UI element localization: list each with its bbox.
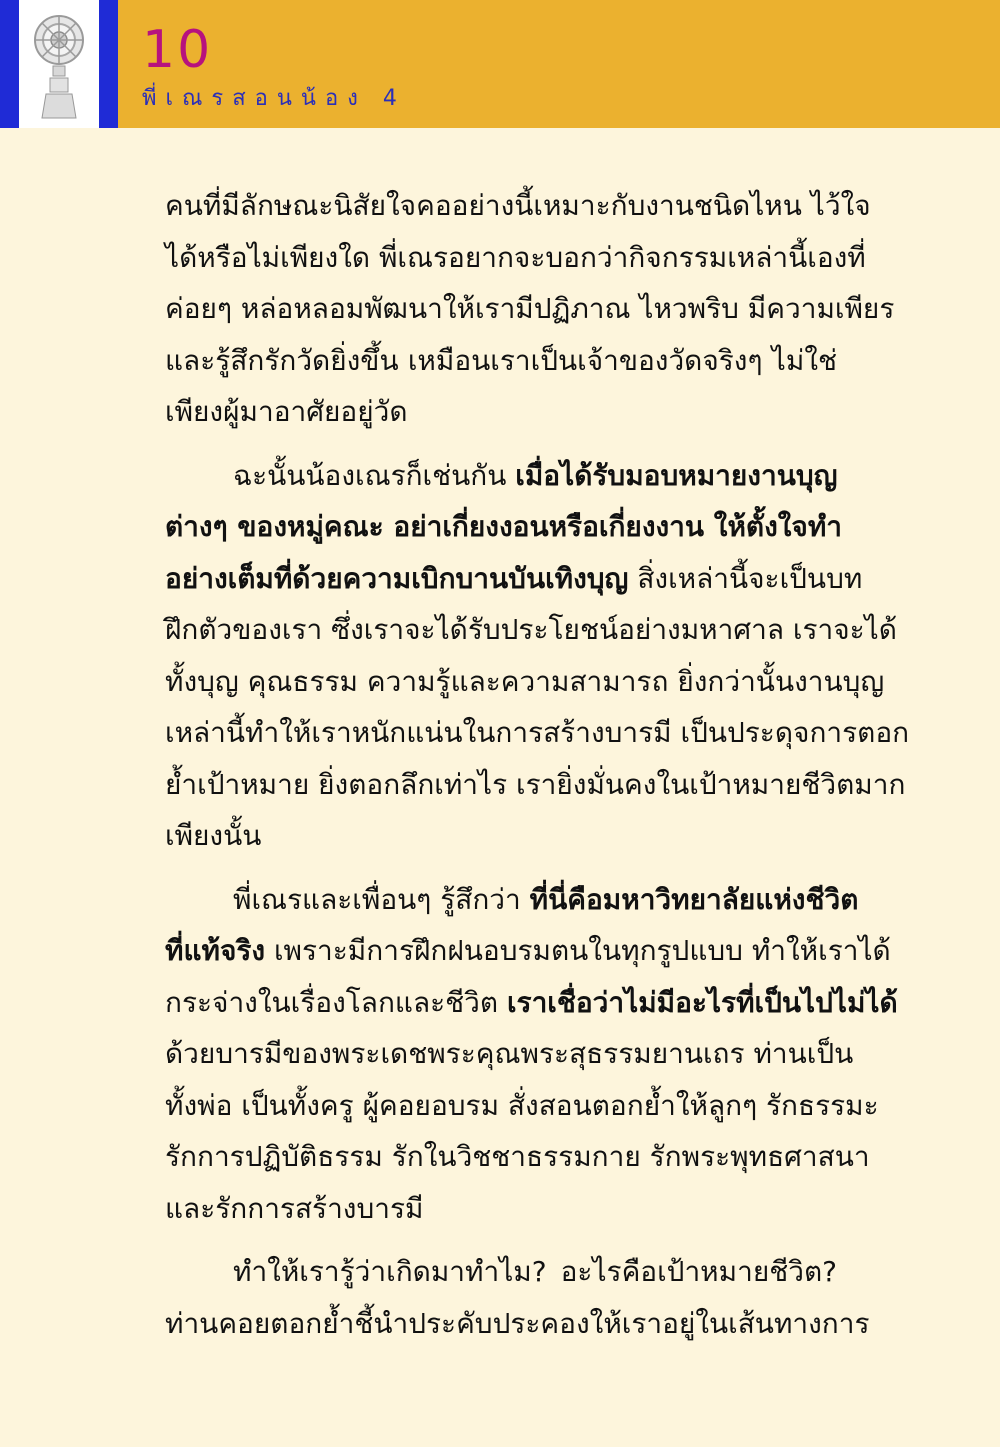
paragraph: [165, 874, 898, 1235]
text-line: [165, 656, 885, 708]
text-line: [165, 1246, 837, 1298]
text-line: [165, 501, 843, 553]
text-run: ทั้งพ่อ เป็นทั้งครู ผู้คอยอบรม สั่งสอนตอกย้ำให้ลูกๆ รักธรรมะ: [165, 1088, 879, 1122]
text-run: ได้หรือไม่เพียงใด พี่เณรอยากจะบอกว่ากิจกรรมเหล่านี้เองที่: [165, 240, 866, 274]
bold-text: เราเชื่อว่าไม่มีอะไรที่เป็นไปไม่ได้: [506, 985, 898, 1019]
text-line: [165, 335, 837, 387]
text-line: [165, 1080, 879, 1132]
text-run: ด้วยบารมีของพระเดชพระคุณพระสุธรรมยานเถร ท่านเป็น: [165, 1037, 854, 1070]
text-line: [165, 450, 837, 502]
text-run: ทั้งบุญ คุณธรรม ความรู้และความสามารถ ยิ่งกว่านั้นงานบุญ: [165, 664, 885, 698]
bold-text: ที่แท้จริง: [165, 934, 266, 967]
text-line: [165, 874, 859, 926]
text-line: [165, 386, 837, 438]
text-line: [165, 180, 871, 232]
text-run: ย้ำเป้าหมาย ยิ่งตอกลึกเท่าไร เรายิ่งมั่นคงในเป้าหมายชีวิตมาก: [165, 767, 906, 801]
text-run: ค่อยๆ หล่อหลอมพัฒนาให้เรามีปฏิภาณ ไหวพริบ มีความเพียร: [165, 292, 895, 325]
text-run: และรู้สึกรักวัดยิ่งขึ้น เหมือนเราเป็นเจ้าของวัดจริงๆ ไม่ใช่: [165, 343, 837, 377]
text-line: [165, 707, 910, 759]
text-run: พี่เณรและเพื่อนๆ รู้สึกว่า: [233, 882, 530, 916]
text-line: [165, 810, 837, 862]
bold-text: ต่างๆ ของหมู่คณะ อย่าเกี่ยงงอนหรือเกี่ยงงาน ให้ตั้งใจทำ: [165, 510, 843, 543]
text-run: ท่านคอยตอกย้ำชี้นำประคับประคองให้เราอยู่ในเส้นทางการ: [165, 1306, 870, 1340]
bold-text: เมื่อได้รับมอบหมายงานบุญ: [515, 458, 838, 492]
text-line: [165, 232, 866, 284]
text-run: เหล่านี้ทำให้เราหนักแน่นในการสร้างบารมี เป็นประดุจการตอก: [165, 716, 910, 749]
text-run: เพราะมีการฝึกฝนอบรมตนในทุกรูปแบบ ทำให้เราได้: [265, 934, 891, 967]
paragraph: [165, 180, 895, 438]
header-stripe-blue-left: [0, 0, 19, 128]
page-number: 10: [142, 20, 213, 80]
paragraph: [165, 1246, 870, 1349]
text-run: คนที่มีลักษณะนิสัยใจคออย่างนี้เหมาะกับงานชนิดไหน ไว้ใจ: [165, 189, 871, 222]
text-run: ฝึกตัวของเรา ซึ่งเราจะได้รับประโยชน์อย่างมหาศาล เราจะได้: [165, 613, 897, 646]
text-run: เพียงนั้น: [165, 819, 262, 852]
text-line: [165, 1183, 837, 1235]
text-line: [165, 977, 898, 1029]
text-line: [165, 1298, 870, 1350]
header-stripe-blue-right: [99, 0, 118, 128]
book-title: พี่เณรสอนน้อง 4: [142, 86, 406, 111]
text-line: [165, 1131, 870, 1183]
text-line: [165, 604, 897, 656]
text-line: [165, 925, 891, 977]
text-line: [165, 759, 906, 811]
text-line: [165, 1028, 854, 1080]
body-text: [165, 180, 910, 1361]
text-run: เพียงผู้มาอาศัยอยู่วัด: [165, 395, 408, 428]
bold-text: อย่างเต็มที่ด้วยความเบิกบานบันเทิงบุญ: [165, 561, 629, 595]
bold-text: ที่นี่คือมหาวิทยาลัยแห่งชีวิต: [529, 882, 859, 916]
text-run: รักการปฏิบัติธรรม รักในวิชชาธรรมกาย รักพระพุทธศาสนา: [165, 1140, 870, 1173]
dhammachakra-emblem-icon: [24, 6, 94, 124]
text-run: และรักการสร้างบารมี: [165, 1191, 424, 1225]
page-header: [0, 0, 1000, 128]
text-run: ฉะนั้นน้องเณรก็เช่นกัน: [233, 458, 516, 492]
text-run: กระจ่างในเรื่องโลกและชีวิต: [165, 985, 507, 1019]
text-line: [165, 283, 895, 335]
text-line: [165, 553, 863, 605]
text-run: สิ่งเหล่านี้จะเป็นบท: [628, 561, 863, 595]
text-run: ทำให้เรารู้ว่าเกิดมาทำไม? อะไรคือเป้าหมายชีวิต?: [233, 1255, 837, 1288]
paragraph: [165, 450, 910, 862]
